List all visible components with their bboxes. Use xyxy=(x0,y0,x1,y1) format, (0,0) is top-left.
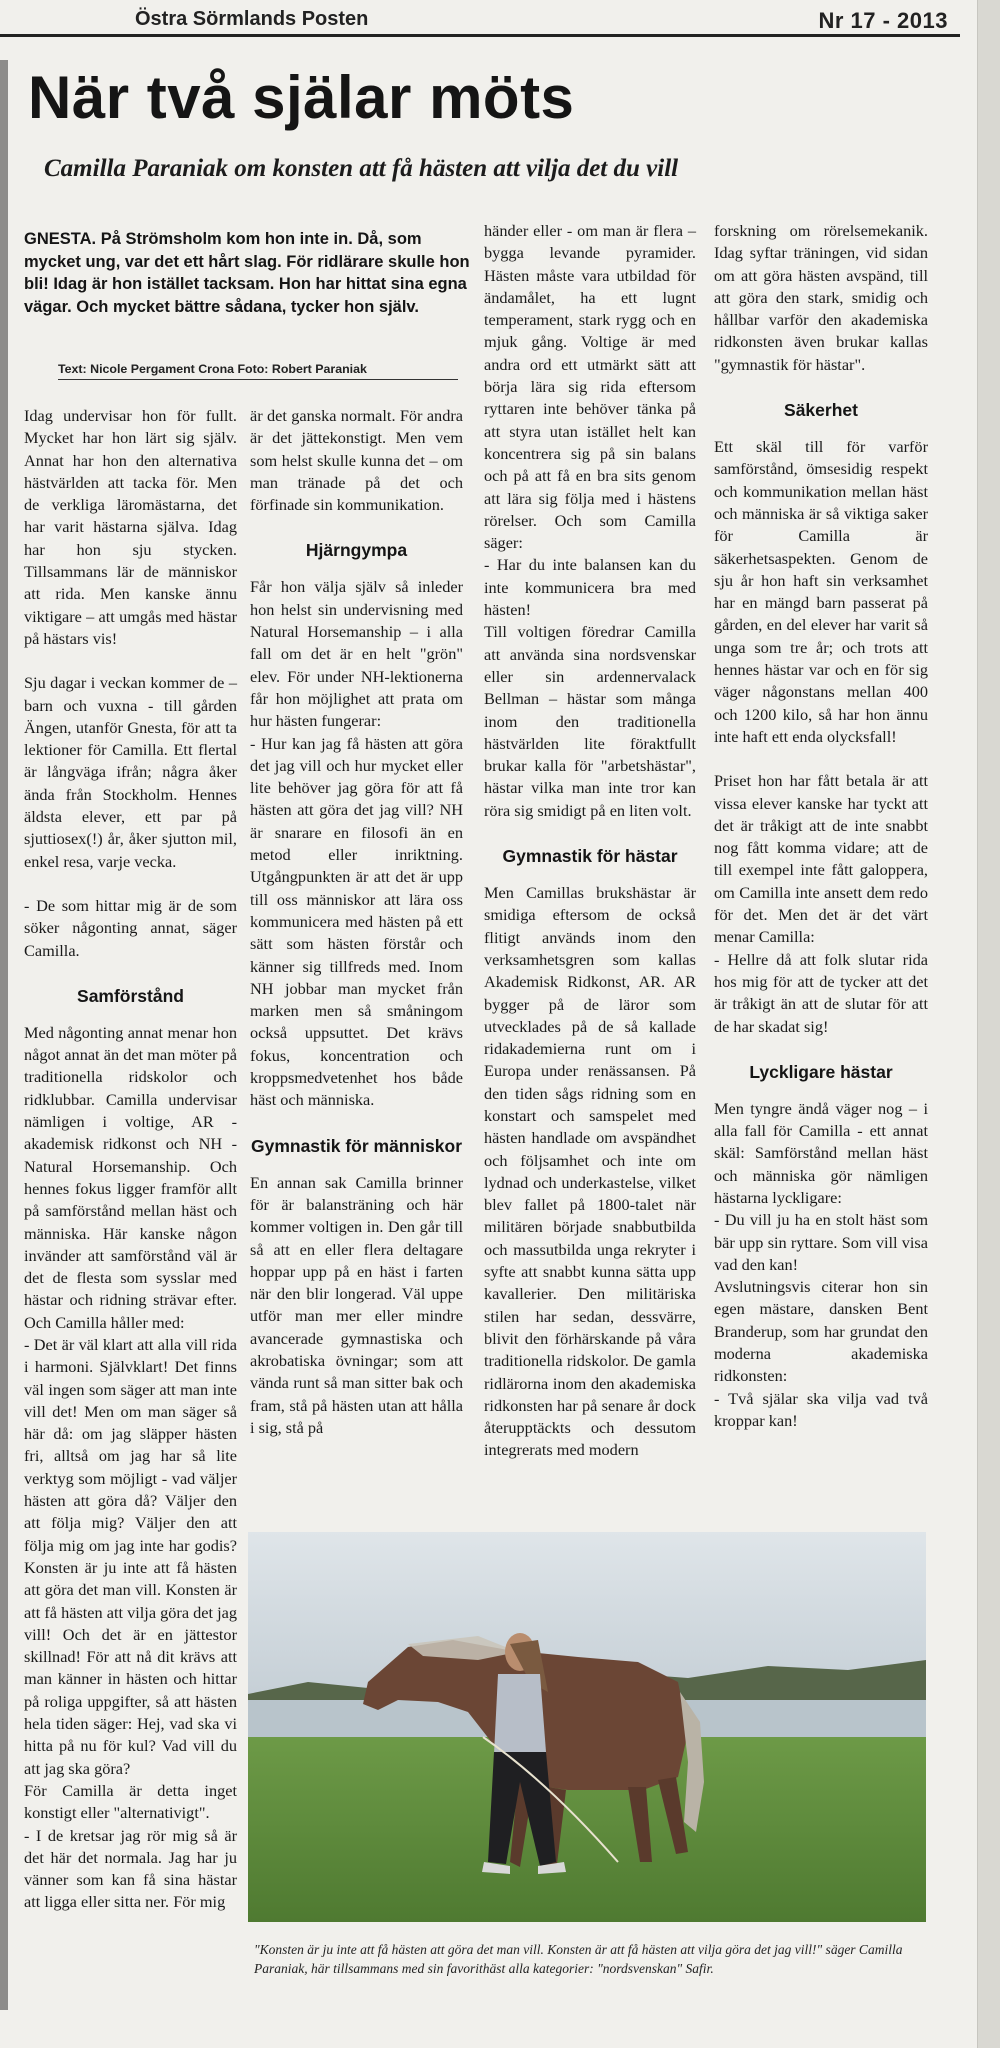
page-edge xyxy=(977,0,1000,2048)
newspaper-name: Östra Sörmlands Posten xyxy=(135,8,369,30)
article-headline: När två själar möts xyxy=(28,64,575,131)
masthead-rule xyxy=(0,34,960,37)
paragraph: - De som hittar mig är de som söker någonting annat, säger Camilla. xyxy=(24,895,237,960)
section-heading-samforstand: Samförstånd xyxy=(77,985,184,1006)
paragraph: För Camilla är detta inget konstigt eller "alternativigt". xyxy=(24,1780,237,1823)
issue-number: Nr 17 - 2013 xyxy=(818,8,948,33)
paragraph: forskning om rörelsemekanik. Idag syftar träningen, vid sidan om att göra hästen avspänd, till att göra den stark, smidig och hållbar varför den akademiska ridkonsten även brukar kallas "gymnastik för hästar". xyxy=(714,221,928,374)
horse-photo xyxy=(248,1532,926,1922)
paragraph: Priset hon har fått betala är att vissa elever kanske har tyckt att det är tråkigt att de inte snabbt nog fått komma vidare; att de till exempel inte fått galoppera, om Camilla inte ansett dem redo för det. Men det är det värt menar Camilla: xyxy=(714,771,928,947)
article-lead: GNESTA. På Strömsholm kom hon inte in. Då, som mycket ung, var det ett hårt slag. För ridlärare skulle hon bli! Idag är hon istället tacksam. Hon har hittat sina egna vägar. Och mycket bättre sådana, tycker hon själv. xyxy=(24,230,470,316)
section-heading-gymnastik-hastar: Gymnastik för hästar xyxy=(502,846,678,867)
photo-caption: "Konsten är ju inte att få hästen att göra det man vill. Konsten är att få hästen att vilja göra det jag vill!" säger Camilla Paraniak, här tillsammans med sin favorithäst alla kategorier: "nordsvenskan" Safir. xyxy=(254,1942,903,1976)
paragraph: Avslutningsvis citerar hon sin egen mästare, dansken Bent Branderup, som har grundat den moderna akademiska ridkonsten: xyxy=(714,1277,928,1386)
paragraph: Men Camillas brukshästar är smidiga eftersom de också flitigt används inom den verksamhetsgren som kallas Akademisk Ridkonst, AR. AR bygger på de läror som utvecklades på de så kallade ridakademierna runt om i Europa under renässansen. På den tiden sågs ridning som en konstart och samspelet med hästen handlade om avspändhet och följsamhet och inte om lydnad och underkastelse, vilket blev fallet på 1800-talet när militären började snabbutbilda och massutbilda unga rekryter i syfte att snabbt kunna sätta upp kavallerier. Den militäriska stilen har sedan, dessvärre, blivit den förhärskande på våra traditionella ridskolor. De gamla ridlärorna inom den akademiska ridkonsten har på senare år dock återupptäckts och dessutom integrerats med modern xyxy=(484,883,696,1460)
paragraph: Till voltigen föredrar Camilla att använda sina nordsvenskar eller sin ardennervalack Bellman – hästar som många inom den traditionella hästvärlden lite föraktfullt brukar kalla för "arbetshästar", hästar vilka man inte tror kan röra sig smidigt på en liten volt. xyxy=(484,622,696,820)
article-subheadline: Camilla Paraniak om konsten att få hästen att vilja det du vill xyxy=(44,155,679,182)
paragraph: - Hellre då att folk slutar rida hos mig för att de tycker att det är tråkigt än att de slutar för att de har skadat sig! xyxy=(714,949,928,1036)
left-margin-rule xyxy=(0,60,8,2010)
article-byline: Text: Nicole Pergament Crona Foto: Robert Paraniak xyxy=(58,362,458,380)
section-heading-gymnastik-manniskor: Gymnastik för människor xyxy=(250,1135,463,1156)
article-column-1 xyxy=(24,405,237,1914)
paragraph: - Har du inte balansen kan du inte kommunicera bra med hästen! xyxy=(484,555,696,620)
section-heading-lyckligare: Lyckligare hästar xyxy=(749,1061,893,1082)
paragraph: - Det är väl klart att alla vill rida i harmoni. Självklart! Det finns väl ingen som säger att man inte vill det! Men om man säger så här då: om jag släpper hästen fri, alltså om jag har så lite verktyg som möjligt - vad väljer hästen att göra då? Väljer den att följa mig? Väljer den att följa mig om jag inte har godis? Konsten är ju inte att få hästen att göra det man vill. Konsten är att få hästen att vilja göra det jag vill! Och det är en jättestor skillnad! För att nå dit krävs att man känner in hästen och hittar på roliga uppgifter, så att hästen hela tiden säger: Hej, vad ska vi hitta på nu för kul? Vad vill du att jag ska göra? xyxy=(24,1334,237,1778)
paragraph: En annan sak Camilla brinner för är balansträning och här kommer voltigen in. Den går till så att en eller flera deltagare hoppar upp på en häst i farten när den blir longerad. Väl uppe utför man mer eller mindre avancerade gymnastiska och akrobatiska övningar; som att vända runt så man sitter bak och fram, stå på hästen utan att hålla i sig, stå på xyxy=(250,1172,463,1437)
paragraph: - Du vill ju ha en stolt häst som bär upp sin ryttare. Som vill visa vad den kan! xyxy=(714,1210,928,1274)
paragraph: Ett skäl till för varför samförstånd, ömsesidig respekt och kommunikation mellan häst och människa är så viktiga saker för Camilla är säkerhetsaspekten. Genom de sju år hon haft sin verksamhet har en mängd barn passerat på gården, en del elever har varit så unga som tre år; och trots att hennes hästar var och en för sig väger någonstans mellan 400 och 1200 kilo, så har hon ännu inte haft ett enda olycksfall! xyxy=(714,437,928,746)
paragraph: - Hur kan jag få hästen att göra det jag vill och hur mycket eller lite behöver jag göra för att få hästen att göra det jag vill? NH är snarare en filosofi än en metod eller inriktning. Utgångpunkten är att det är upp till oss människor att lära oss kommunicera med hästen på ett sätt som hästen förstår och känner sig tillfreds med. Inom NH jobbar man mycket från marken men så småningom också uppsuttet. Det krävs fokus, koncentration och kroppsmedvetenhet hos både häst och människa. xyxy=(250,733,463,1110)
paragraph: Får hon välja själv så inleder hon helst sin undervisning med Natural Horsemanship – i alla fall om det är en helt "grön" elev. För under NH-lektionerna får hon möjlighet att prata om hur hästen fungerar: xyxy=(250,577,463,731)
section-heading-sakerhet: Säkerhet xyxy=(784,400,858,421)
article-column-2 xyxy=(250,405,463,1461)
paragraph: Sju dagar i veckan kommer de – barn och vuxna - till gården Ängen, utanför Gnesta, för att ta lektioner för Camilla. Ett flertal är långväga ifrån; några åker ända från Stockholm. Hennes äldsta elever, ett par på sjuttiosex(!) år, åker sjutton mil, enkel resa, varje vecka. xyxy=(24,673,237,871)
paragraph: Med någonting annat menar hon något annat än det man möter på traditionella ridskolor och ridklubbar. Camilla undervisar nämligen i voltige, AR - akademisk ridkonst och NH - Natural Horsemanship. Och hennes fokus ligger framför allt på samförstånd mellan häst och människa. Här kanske någon invänder att samförstånd väl är det de flesta som sysslar med hästar och ridning strävar efter. Och Camilla håller med: xyxy=(24,1022,237,1332)
paragraph: - I de kretsar jag rör mig så är det här det normala. Jag har ju vänner som kan få sina hästar att ligga eller sitta ner. För mig xyxy=(24,1825,237,1912)
article-column-3 xyxy=(484,220,696,1484)
article-column-4 xyxy=(714,220,928,1432)
paragraph: - Två själar ska vilja vad två kroppar kan! xyxy=(714,1388,928,1430)
paragraph: händer eller - om man är flera – bygga levande pyramider. Hästen måste vara utbildad för ändamålet, ha ett lugnt temperament, stark rygg och en mjuk gång. Voltige är med andra ord ett utmärkt sätt att börja lära sig rida eftersom ryttaren inte behöver tänka på att styra utan istället helt kan koncentrera sig på sin balans och på att få en bra sits genom att lära sig följa med i hästens rörelser. Och som Camilla säger: xyxy=(484,221,696,553)
section-heading-hjarngympa: Hjärngympa xyxy=(305,540,408,561)
paragraph: Idag undervisar hon för fullt. Mycket har hon lärt sig själv. Annat har hon den alternativa hästvärlden att tacka för. Men de verkliga läromästarna, det har varit hästarna själva. Idag har hon sju stycken. Tillsammans lär de människor att rida. Men kanske ännu viktigare – att umgås med hästar på hästars vis! xyxy=(24,406,237,648)
paragraph: är det ganska normalt. För andra är det jättekonstigt. Men vem som helst skulle kunna det – om man tränade på det och förfinade sin kommunikation. xyxy=(250,406,463,515)
paragraph: Men tyngre ändå väger nog – i alla fall för Camilla - ett annat skäl: Samförstånd mellan häst och människa gör nämligen hästarna lyckligare: xyxy=(714,1098,928,1207)
